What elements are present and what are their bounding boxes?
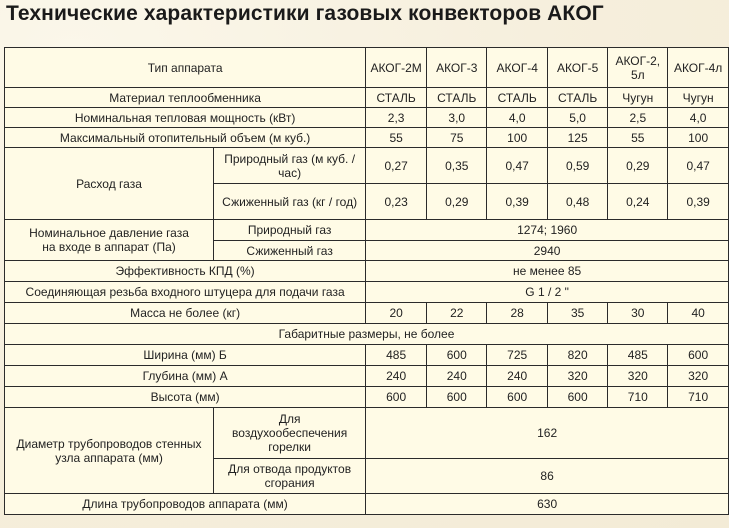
row-label: Расход газа — [5, 148, 214, 220]
cell: Чугун — [608, 88, 668, 108]
cell: 55 — [366, 128, 427, 148]
dimensions-header-row — [5, 324, 729, 345]
cell: не менее 85 — [366, 261, 729, 282]
row-label: Высота (мм) — [5, 387, 366, 408]
model-header: АКОГ-4 — [487, 48, 547, 88]
cell: СТАЛЬ — [366, 88, 427, 108]
cell: Чугун — [668, 88, 729, 108]
cell: 0,47 — [668, 148, 729, 184]
row-label: Максимальный отопительный объем (м куб.) — [5, 128, 366, 148]
row-label: Номинальная тепловая мощность (кВт) — [5, 108, 366, 128]
cell: 0,29 — [427, 184, 487, 220]
cell: 4,0 — [487, 108, 547, 128]
model-header: АКОГ-3 — [427, 48, 487, 88]
cell: 600 — [668, 345, 729, 366]
model-header: АКОГ-5 — [547, 48, 607, 88]
cell: 4,0 — [668, 108, 729, 128]
row-label: Глубина (мм) А — [5, 366, 366, 387]
row-label: Ширина (мм) Б — [5, 345, 366, 366]
pressure-natural-row — [5, 220, 729, 241]
cell: 55 — [608, 128, 668, 148]
cell: 820 — [547, 345, 607, 366]
cell: СТАЛЬ — [487, 88, 547, 108]
page-title: Технические характеристики газовых конвекторов АКОГ — [6, 2, 604, 25]
sub-label: Для воздухообеспечения горелки — [214, 408, 366, 459]
depth-row — [5, 366, 729, 387]
sub-label: Сжиженный газ — [214, 241, 366, 261]
cell: 2,5 — [608, 108, 668, 128]
cell: 0,27 — [366, 148, 427, 184]
sub-label: Сжиженный газ (кг / год) — [214, 184, 366, 220]
model-header: АКОГ-4л — [668, 48, 729, 88]
model-header: АКОГ-2, 5л — [608, 48, 668, 88]
specs-table — [4, 47, 729, 515]
sub-label: Природный газ (м куб. / час) — [214, 148, 366, 184]
cell: 0,39 — [487, 184, 547, 220]
cell: 320 — [608, 366, 668, 387]
cell: 240 — [427, 366, 487, 387]
header-row — [5, 48, 729, 88]
row-label: Масса не более (кг) — [5, 303, 366, 324]
row-label: Соединяющая резьба входного штуцера для подачи газа — [5, 282, 366, 303]
pipe-length-row — [5, 494, 729, 515]
cell: 125 — [547, 128, 607, 148]
cell: 0,47 — [487, 148, 547, 184]
gas-natural-row — [5, 148, 729, 184]
cell: СТАЛЬ — [547, 88, 607, 108]
sub-label: Для отвода продуктов сгорания — [214, 459, 366, 494]
cell: 0,48 — [547, 184, 607, 220]
cell: 600 — [547, 387, 607, 408]
row-label: Диаметр трубопроводов стенных узла аппарата (мм) — [5, 408, 214, 494]
cell: 600 — [366, 387, 427, 408]
cell: 0,24 — [608, 184, 668, 220]
cell: 2940 — [366, 241, 729, 261]
height-row — [5, 387, 729, 408]
type-label: Тип аппарата — [5, 48, 366, 88]
volume-row — [5, 128, 729, 148]
thread-row — [5, 282, 729, 303]
cell: 3,0 — [427, 108, 487, 128]
cell: 22 — [427, 303, 487, 324]
cell: 40 — [668, 303, 729, 324]
cell: 320 — [668, 366, 729, 387]
power-row — [5, 108, 729, 128]
cell: 20 — [366, 303, 427, 324]
cell: 485 — [608, 345, 668, 366]
cell: 86 — [366, 459, 729, 494]
pipe-air-row — [5, 408, 729, 459]
mass-row — [5, 303, 729, 324]
model-header: АКОГ-2М — [366, 48, 427, 88]
cell: 75 — [427, 128, 487, 148]
cell: 600 — [427, 345, 487, 366]
efficiency-row — [5, 261, 729, 282]
cell: 320 — [547, 366, 607, 387]
width-row — [5, 345, 729, 366]
row-label: Эффективность КПД (%) — [5, 261, 366, 282]
row-label: Номинальное давление газа на входе в аппарат (Па) — [5, 220, 214, 261]
cell: G 1 / 2 " — [366, 282, 729, 303]
cell: 100 — [668, 128, 729, 148]
material-row — [5, 88, 729, 108]
cell: 0,29 — [608, 148, 668, 184]
cell: 35 — [547, 303, 607, 324]
section-header: Габаритные размеры, не более — [5, 324, 729, 345]
cell: 28 — [487, 303, 547, 324]
cell: 0,59 — [547, 148, 607, 184]
row-label: Материал теплообменника — [5, 88, 366, 108]
cell: 30 — [608, 303, 668, 324]
cell: 600 — [427, 387, 487, 408]
cell: 5,0 — [547, 108, 607, 128]
cell: 725 — [487, 345, 547, 366]
cell: СТАЛЬ — [427, 88, 487, 108]
row-label: Длина трубопроводов аппарата (мм) — [5, 494, 366, 515]
cell: 0,39 — [668, 184, 729, 220]
cell: 0,23 — [366, 184, 427, 220]
cell: 710 — [608, 387, 668, 408]
cell: 2,3 — [366, 108, 427, 128]
cell: 600 — [487, 387, 547, 408]
cell: 240 — [487, 366, 547, 387]
cell: 162 — [366, 408, 729, 459]
cell: 100 — [487, 128, 547, 148]
cell: 485 — [366, 345, 427, 366]
sub-label: Природный газ — [214, 220, 366, 241]
cell: 630 — [366, 494, 729, 515]
cell: 0,35 — [427, 148, 487, 184]
cell: 1274; 1960 — [366, 220, 729, 241]
cell: 240 — [366, 366, 427, 387]
cell: 710 — [668, 387, 729, 408]
